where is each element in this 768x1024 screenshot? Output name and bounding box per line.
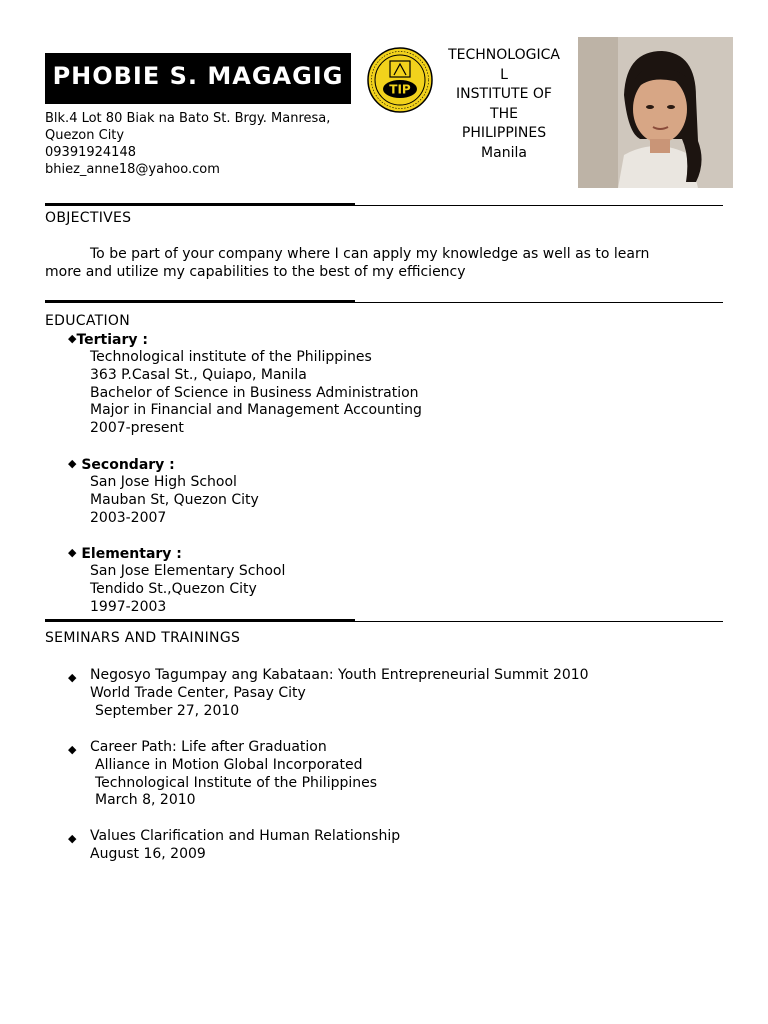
seminar-date: March 8, 2010 xyxy=(95,792,196,809)
seminar-item xyxy=(90,828,400,864)
section-divider xyxy=(45,302,723,303)
secondary-label-row xyxy=(68,457,175,473)
detail-line: 2007-present xyxy=(90,420,184,437)
detail-line: Tendido St.,Quezon City xyxy=(90,580,257,597)
diamond-bullet-icon: ◆ xyxy=(68,332,77,345)
diamond-bullet-icon: ◆ xyxy=(68,743,77,756)
school-line: Manila xyxy=(481,144,527,161)
applicant-name: PHOBIE S. MAGAGIG xyxy=(52,62,344,90)
tip-seal-logo xyxy=(367,47,433,113)
detail-line: 1997-2003 xyxy=(90,598,167,615)
name-banner xyxy=(45,53,351,104)
detail-line: San Jose High School xyxy=(90,474,237,490)
diamond-bullet-icon: ◆ xyxy=(68,671,77,684)
school-line: INSTITUTE OF xyxy=(456,86,552,102)
objectives-line: To be part of your company where I can apply my knowledge as well as to learn xyxy=(90,246,650,262)
tertiary-label: Tertiary : xyxy=(76,332,148,348)
diamond-bullet-icon: ◆ xyxy=(68,832,77,845)
school-name xyxy=(429,46,579,161)
seminar-venue: World Trade Center, Pasay City xyxy=(90,684,306,701)
secondary-details xyxy=(90,474,259,527)
school-line: PHILIPPINES xyxy=(461,125,547,141)
detail-line: San Jose Elementary School xyxy=(90,563,286,579)
diamond-bullet-icon: ◆ xyxy=(68,457,77,470)
school-line: TECHNOLOGICA xyxy=(448,47,560,63)
address-line-2: Quezon City xyxy=(45,128,125,143)
seminar-title: Negosyo Tagumpay ang Kabataan: Youth Entrepreneurial Summit 2010 xyxy=(90,667,589,683)
phone-number: 09391924148 xyxy=(45,145,136,160)
email-address: bhiez_anne18@yahoo.com xyxy=(45,162,220,177)
seminar-item xyxy=(90,667,589,720)
detail-line: Mauban St, Quezon City xyxy=(90,491,259,508)
contact-block xyxy=(45,110,365,178)
elementary-details xyxy=(90,563,285,616)
seminar-date: September 27, 2010 xyxy=(95,702,240,719)
seminar-title: Values Clarification and Human Relationship xyxy=(90,828,401,844)
tertiary-details xyxy=(90,349,422,438)
profile-photo xyxy=(578,37,733,188)
education-heading: EDUCATION xyxy=(45,313,131,329)
objectives-heading: OBJECTIVES xyxy=(45,210,132,226)
detail-line: 363 P.Casal St., Quiapo, Manila xyxy=(90,366,307,383)
diamond-bullet-icon: ◆ xyxy=(68,546,77,559)
seminar-organizer: Alliance in Motion Global Incorporated xyxy=(95,756,363,773)
elementary-label: Elementary : xyxy=(81,546,182,562)
secondary-label: Secondary : xyxy=(81,457,175,473)
elementary-label-row xyxy=(68,546,182,562)
objectives-text xyxy=(45,245,735,281)
seminar-venue: Technological Institute of the Philippines xyxy=(95,774,378,791)
objectives-line: more and utilize my capabilities to the best of my efficiency xyxy=(45,264,466,280)
seminar-date: August 16, 2009 xyxy=(90,845,206,862)
tertiary-label-row xyxy=(68,332,148,348)
detail-line: Technological institute of the Philippines xyxy=(90,349,372,365)
logo-text: TIP xyxy=(389,82,411,97)
detail-line: Bachelor of Science in Business Administration xyxy=(90,384,419,401)
seminar-item xyxy=(90,739,377,810)
address-line-1: Blk.4 Lot 80 Biak na Bato St. Brgy. Manresa, xyxy=(45,111,331,126)
school-line: THE xyxy=(490,105,518,122)
detail-line: Major in Financial and Management Accounting xyxy=(90,402,422,419)
detail-line: 2003-2007 xyxy=(90,509,167,526)
school-line: L xyxy=(500,66,508,83)
seminar-title: Career Path: Life after Graduation xyxy=(90,739,327,755)
seminars-heading: SEMINARS AND TRAININGS xyxy=(45,630,241,646)
section-divider xyxy=(45,621,723,622)
section-divider xyxy=(45,205,723,206)
